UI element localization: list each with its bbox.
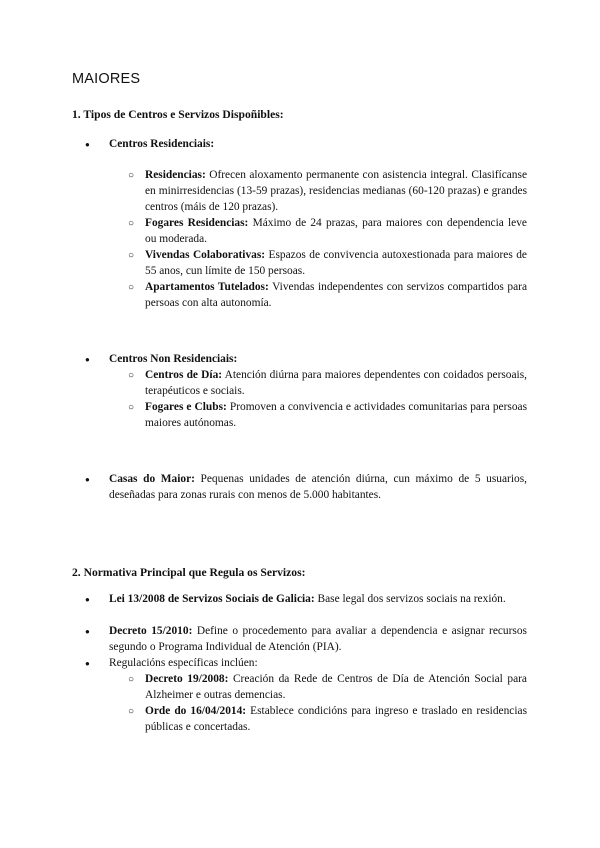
item-text: Define o procedemento para avaliar a dependencia e asignar recursos segundo o Programa Individual de Atención (PIA). [109,625,527,653]
section-heading-normativa: 2. Normativa Principal que Regula os Servizos: [72,566,306,579]
item-text: Máximo de 24 prazas, para maiores con dependencia leve ou moderada. [145,217,527,245]
list-item-decreto-15-2010 [109,624,527,656]
list-item-non-residential [109,352,527,368]
list-item-casas-maior [109,472,527,504]
list-item-fogares-residencias [145,216,527,248]
item-text: Espazos de convivencia autoxestionada para maiores de 55 anos, cun límite de 150 persoas. [145,249,527,277]
list-item-lei-13-2008 [109,592,527,608]
item-text: Regulacións específicas inclúen: [109,657,258,669]
item-text: Creación da Rede de Centros de Día de Atención Social para Alzheimer e outras demencias. [145,673,527,701]
item-text: Pequenas unidades de atención diúrna, cun máximo de 5 usuarios, deseñadas para zonas rurais con menos de 5.000 habitantes. [109,473,527,501]
item-title: Residencias: [145,169,206,181]
item-title: Orde do 16/04/2014: [145,705,247,717]
item-text: Ofrecen aloxamento permanente con asistencia integral. Clasifícanse en minirresidencias (13-59 prazas), residencias medianas (60-120 prazas) e grandes centros (máis de 120 prazas). [145,169,527,213]
list-item-residencias [145,168,527,215]
item-title: Lei 13/2008 de Servizos Sociais de Galicia: [109,593,315,605]
item-title: Decreto 19/2008: [145,673,229,685]
item-title: Decreto 15/2010: [109,625,193,637]
item-title: Fogares e Clubs: [145,401,227,413]
list-item-apartamentos [145,280,527,312]
list-item-fogares-clubs [145,400,527,432]
item-text: Establece condicións para ingreso e traslado en residencias públicas e concertadas. [145,705,528,733]
item-text: Promoven a convivencia e actividades comunitarias para persoas maiores autónomas. [145,401,528,429]
item-text: Base legal dos servizos sociais na rexión. [314,593,506,605]
item-title: Apartamentos Tutelados: [145,281,269,293]
item-label: Centros Non Residenciais: [109,353,238,365]
document-title: MAIORES [72,71,141,87]
list-item-decreto-19-2008 [145,672,527,704]
list-item-vivendas [145,248,527,280]
item-title: Casas do Maior: [109,473,195,485]
section-heading-types: 1. Tipos de Centros e Servizos Dispoñibles: [72,108,284,121]
item-title: Fogares Residencias: [145,217,249,229]
item-title: Centros de Día: [145,369,223,381]
list-item-centros-dia [145,368,527,400]
item-text: Atención diúrna para maiores dependentes con coidados persoais, terapéuticos e sociais. [145,369,527,397]
list-item-specific-regulations [109,656,527,672]
item-title: Vivendas Colaborativas: [145,249,266,261]
item-text: Vivendas independentes con servizos compartidos para persoas con alta autonomía. [145,281,528,309]
list-item-orde-16-04-2014 [145,704,527,736]
list-item-residential [109,137,527,153]
item-label: Centros Residenciais: [109,138,215,150]
